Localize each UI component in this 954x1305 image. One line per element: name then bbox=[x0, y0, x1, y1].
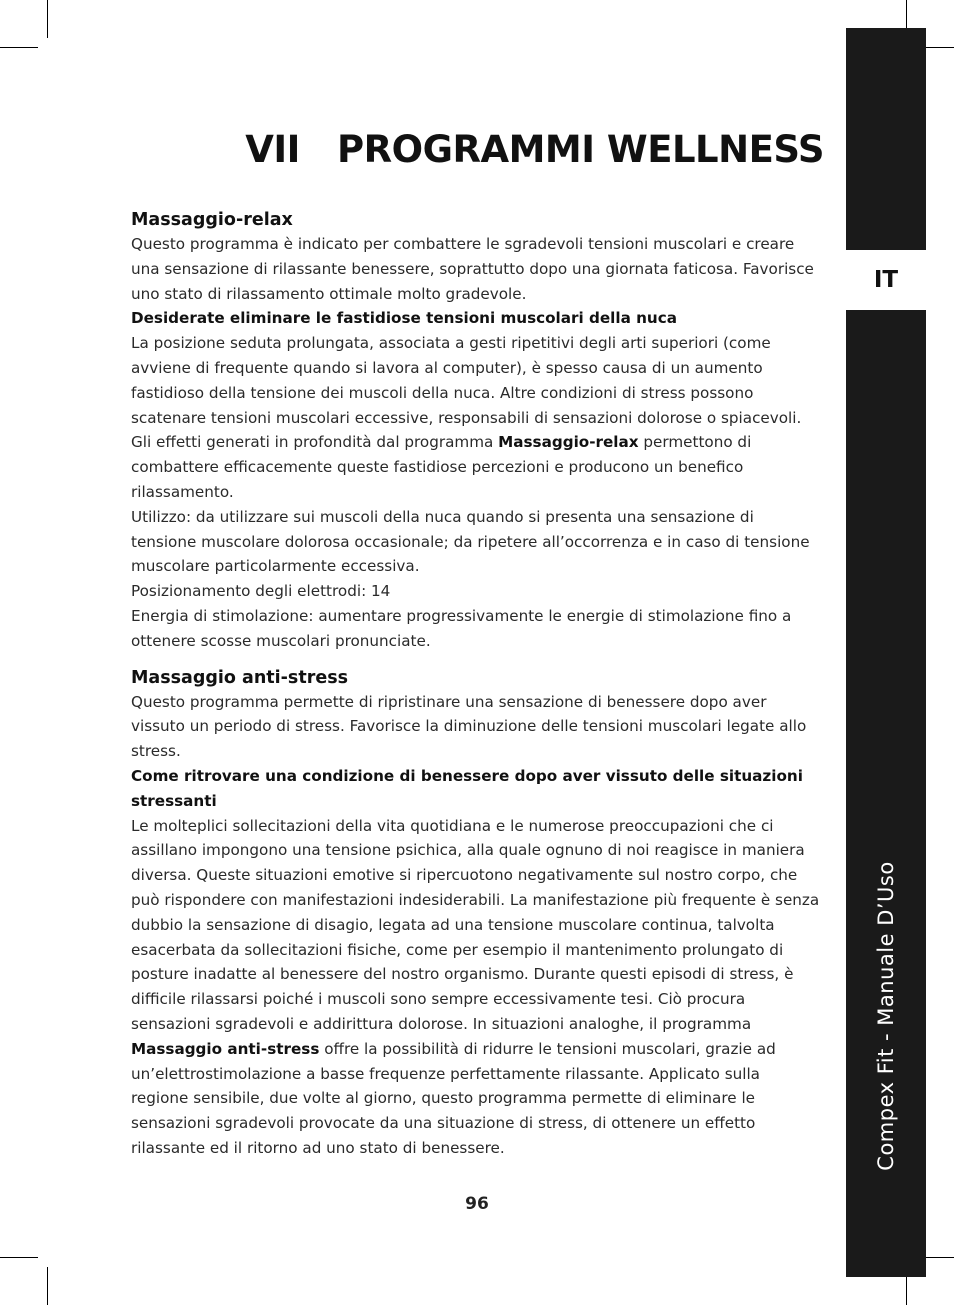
section-massaggio-relax bbox=[131, 208, 821, 654]
body-text: La posizione seduta prolungata, associata a gesti ripetitivi degli arti superiori (come avviene di frequente quando si lavora al computer), è spesso causa di un aumento fastidioso della tensione dei muscoli della nuca. Altre condizioni di stress possono scatenare tensioni muscolari eccessive, responsabili di sensazioni dolorose o spiacevoli. Gli effetti generati in profondità dal programma bbox=[131, 334, 802, 452]
section-body bbox=[131, 331, 821, 505]
page-content bbox=[131, 208, 821, 1161]
program-name: Massaggio-relax bbox=[498, 433, 639, 452]
crop-mark bbox=[0, 1257, 38, 1258]
section-intro: Questo programma permette di ripristinare una sensazione di benessere dopo aver vissuto un periodo di stress. Favorisce la diminuzione delle tensioni muscolari legate allo stress. bbox=[131, 692, 807, 761]
section-heading: Massaggio anti-stress bbox=[131, 667, 349, 688]
program-name: Massaggio anti-stress bbox=[131, 1039, 320, 1058]
chapter-title: VII PROGRAMMI WELLNESS bbox=[245, 128, 824, 171]
usage-text: Utilizzo: da utilizzare sui muscoli della nuca quando si presenta una sensazione di tensione muscolare dolorosa occasionale; da ripetere all’occorrenza e in caso di tensione muscolare particolarmente eccessiva. bbox=[131, 507, 810, 576]
section-massaggio-anti-stress bbox=[131, 666, 821, 1161]
sidebar-top-block bbox=[846, 28, 926, 250]
body-text: permettono di combattere efficacemente queste fastidiose percezioni e producono un benefico rilassamento. bbox=[131, 433, 752, 501]
page-number: 96 bbox=[465, 1194, 489, 1214]
section-body bbox=[131, 814, 821, 1161]
energy-text: Energia di stimolazione: aumentare progressivamente le energie di stimolazione fino a ottenere scosse muscolari pronunciate. bbox=[131, 606, 792, 650]
language-tab: IT bbox=[873, 267, 899, 293]
crop-mark bbox=[0, 47, 38, 48]
section-subheading: Come ritrovare una condizione di benessere dopo aver vissuto delle situazioni stressanti bbox=[131, 766, 803, 810]
section-heading: Massaggio-relax bbox=[131, 210, 293, 230]
crop-mark bbox=[47, 1267, 48, 1305]
body-text: Le molteplici sollecitazioni della vita quotidiana e le numerose preoccupazioni che ci assillano impongono una tensione psichica, alla quale ognuno di noi reagisce in maniera diversa. Queste situazioni emotive si ripercuotono negativamente sul nostro corpo, che può rispondere con manifestazioni indesiderabili. La manifestazione più frequente è senza dubbio la sensazione di disagio, legata ad una tensione muscolare continua, talvolta esacerbata da sollecitazioni fisiche, come per esempio il mantenimento prolungato di posture inadatte al benessere del nostro organismo. Durante questi episodi di stress, è difficile rilassarsi poiché i muscoli sono sempre eccessivamente tesi. Ciò procura sensazioni sgradevoli e addirittura dolorose. In situazioni analoghe, il programma bbox=[131, 816, 820, 1033]
electrodes-text: Posizionamento degli elettrodi: 14 bbox=[131, 582, 391, 601]
crop-mark bbox=[47, 0, 48, 38]
body-text: offre la possibilità di ridurre le tensioni muscolari, grazie ad un’elettrostimolazione a basse frequenze perfettamente rilassante. Applicato sulla regione sensibile, due volte al giorno, questo programma permette di eliminare le sensazioni sgradevoli provocate da una situazione di stress, di ottenere un effetto rilassante ed il ritorno ad uno stato di benessere. bbox=[131, 1039, 776, 1157]
section-intro: Questo programma è indicato per combattere le sgradevoli tensioni muscolari e creare una sensazione di rilassante benessere, soprattutto dopo una giornata faticosa. Favorisce uno stato di rilassamento ottimale molto gradevole. bbox=[131, 235, 814, 303]
section-subheading: Desiderate eliminare le fastidiose tensioni muscolari della nuca bbox=[131, 309, 677, 328]
manual-title: Compex Fit - Manuale D’Uso bbox=[874, 861, 898, 1171]
